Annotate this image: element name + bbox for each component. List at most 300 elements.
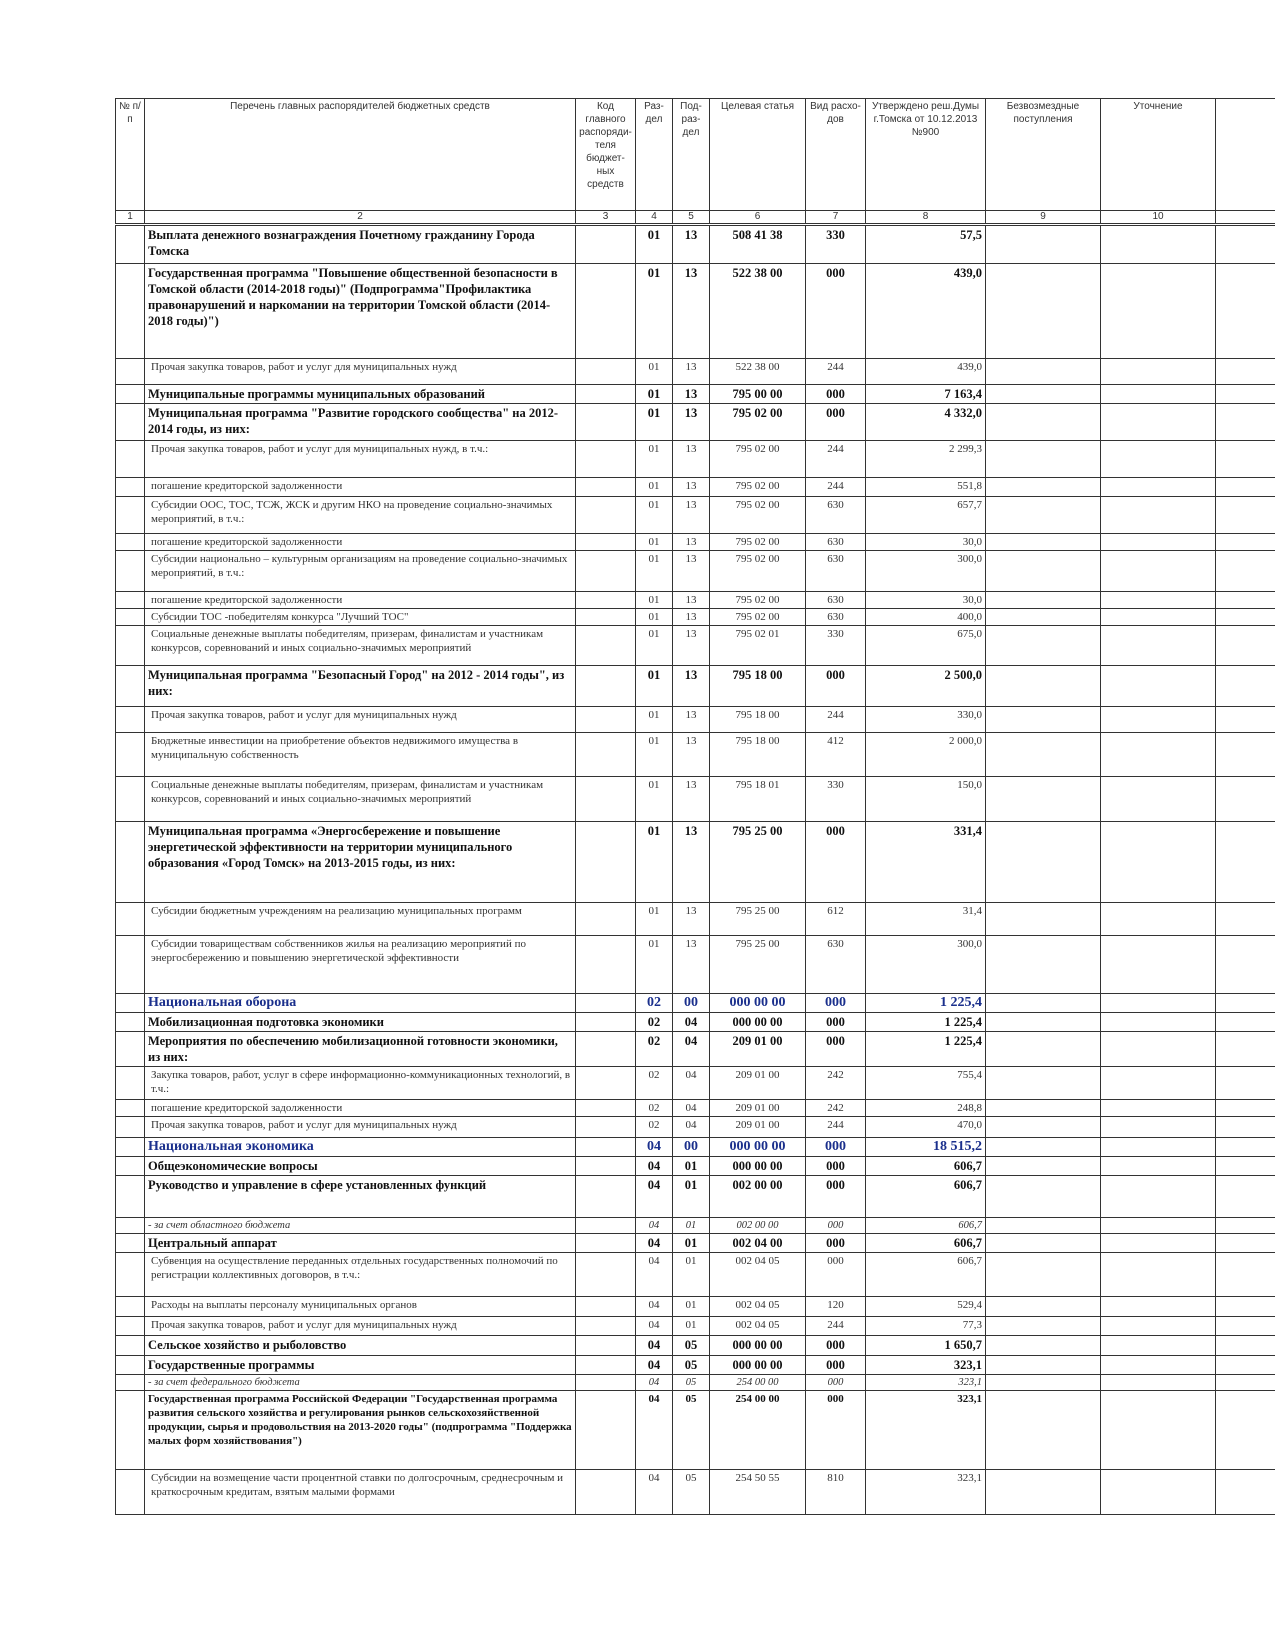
row-target-article: 795 18 00 <box>710 733 806 777</box>
row-approved-amount: 606,7 <box>866 1157 986 1176</box>
row-free-receipts <box>986 264 1101 359</box>
row-refinement <box>1101 609 1216 626</box>
row-extra <box>1216 1100 1275 1117</box>
row-subsection: 13 <box>673 404 710 441</box>
row-free-receipts <box>986 551 1101 592</box>
column-number: 3 <box>576 211 636 225</box>
table-row <box>116 1067 1275 1100</box>
row-manager-code <box>576 777 636 822</box>
row-extra <box>1216 404 1275 441</box>
table-row <box>116 1336 1275 1356</box>
row-refinement <box>1101 592 1216 609</box>
row-number-cell <box>116 626 145 666</box>
table-row <box>116 1013 1275 1032</box>
row-extra <box>1216 551 1275 592</box>
row-section: 01 <box>636 822 673 903</box>
row-subsection: 13 <box>673 385 710 404</box>
row-extra <box>1216 225 1275 264</box>
row-target-article: 795 00 00 <box>710 385 806 404</box>
row-approved-amount: 1 225,4 <box>866 1032 986 1067</box>
row-extra <box>1216 903 1275 936</box>
row-subsection: 01 <box>673 1317 710 1336</box>
row-section: 01 <box>636 777 673 822</box>
row-expense-type: 000 <box>806 385 866 404</box>
row-expense-type: 244 <box>806 478 866 497</box>
row-extra <box>1216 534 1275 551</box>
row-free-receipts <box>986 1391 1101 1470</box>
row-manager-code <box>576 534 636 551</box>
row-free-receipts <box>986 733 1101 777</box>
table-row <box>116 1176 1275 1218</box>
row-manager-code <box>576 1470 636 1515</box>
row-section: 04 <box>636 1356 673 1375</box>
row-manager-code <box>576 1100 636 1117</box>
header-subsection: Под-раз-дел <box>673 99 710 211</box>
row-refinement <box>1101 994 1216 1013</box>
table-body <box>116 225 1275 1515</box>
row-subsection: 04 <box>673 1067 710 1100</box>
row-target-article: 254 00 00 <box>710 1391 806 1470</box>
row-number-cell <box>116 1234 145 1253</box>
row-target-article: 209 01 00 <box>710 1032 806 1067</box>
row-number-cell <box>116 994 145 1013</box>
header-expense-type: Вид расхо-дов <box>806 99 866 211</box>
column-number: 2 <box>145 211 576 225</box>
row-subsection: 01 <box>673 1176 710 1218</box>
row-free-receipts <box>986 707 1101 733</box>
row-free-receipts <box>986 359 1101 385</box>
row-section: 01 <box>636 666 673 707</box>
row-free-receipts <box>986 1253 1101 1297</box>
table-row <box>116 478 1275 497</box>
row-section: 01 <box>636 359 673 385</box>
row-free-receipts <box>986 592 1101 609</box>
table-row <box>116 1157 1275 1176</box>
row-number-cell <box>116 1218 145 1234</box>
row-free-receipts <box>986 1067 1101 1100</box>
row-target-article: 002 00 00 <box>710 1176 806 1218</box>
row-free-receipts <box>986 666 1101 707</box>
row-extra <box>1216 1117 1275 1138</box>
row-section: 01 <box>636 225 673 264</box>
row-approved-amount: 7 163,4 <box>866 385 986 404</box>
row-section: 01 <box>636 626 673 666</box>
row-extra <box>1216 1176 1275 1218</box>
row-subsection: 13 <box>673 733 710 777</box>
row-extra <box>1216 733 1275 777</box>
row-name: Социальные денежные выплаты победителям, призерам, финалистам и участникам конкурсов, соревнований и иных социально-значимых мероприятий <box>145 777 576 822</box>
table-row <box>116 534 1275 551</box>
row-approved-amount: 657,7 <box>866 497 986 534</box>
row-manager-code <box>576 1157 636 1176</box>
row-free-receipts <box>986 1157 1101 1176</box>
row-manager-code <box>576 1297 636 1317</box>
row-approved-amount: 606,7 <box>866 1234 986 1253</box>
row-manager-code <box>576 592 636 609</box>
row-name: Национальная оборона <box>145 994 576 1013</box>
row-refinement <box>1101 733 1216 777</box>
row-expense-type: 330 <box>806 626 866 666</box>
row-number-cell <box>116 822 145 903</box>
row-approved-amount: 323,1 <box>866 1470 986 1515</box>
budget-sheet <box>115 98 1275 1650</box>
row-name: погашение кредиторской задолженности <box>145 478 576 497</box>
row-subsection: 13 <box>673 666 710 707</box>
row-free-receipts <box>986 1138 1101 1157</box>
row-name: Закупка товаров, работ, услуг в сфере информационно-коммуникационных технологий, в т.ч.: <box>145 1067 576 1100</box>
row-refinement <box>1101 497 1216 534</box>
table-row <box>116 903 1275 936</box>
row-section: 01 <box>636 264 673 359</box>
row-subsection: 13 <box>673 264 710 359</box>
row-expense-type: 000 <box>806 264 866 359</box>
row-target-article: 795 02 00 <box>710 497 806 534</box>
row-name: Государственная программа Российской Федерации "Государственная программа развития сельского хозяйства и регулирования рынков сельскохозяйственной продукции, сырья и продовольствия на 2013-2020 годы" (подпрограмма "Поддержка малых форм хозяйствования") <box>145 1391 576 1470</box>
row-extra <box>1216 1067 1275 1100</box>
row-subsection: 13 <box>673 551 710 592</box>
row-target-article: 209 01 00 <box>710 1117 806 1138</box>
row-manager-code <box>576 225 636 264</box>
row-refinement <box>1101 1032 1216 1067</box>
column-number: 10 <box>1101 211 1216 225</box>
row-target-article: 000 00 00 <box>710 994 806 1013</box>
row-free-receipts <box>986 404 1101 441</box>
row-expense-type: 630 <box>806 936 866 994</box>
row-manager-code <box>576 1317 636 1336</box>
row-name: - за счет областного бюджета <box>145 1218 576 1234</box>
row-manager-code <box>576 1176 636 1218</box>
row-section: 04 <box>636 1470 673 1515</box>
table-row <box>116 1234 1275 1253</box>
row-name: Социальные денежные выплаты победителям, призерам, финалистам и участникам конкурсов, соревнований и иных социально-значимых мероприятий <box>145 626 576 666</box>
row-section: 04 <box>636 1157 673 1176</box>
row-extra <box>1216 1297 1275 1317</box>
row-extra <box>1216 1356 1275 1375</box>
row-name: Центральный аппарат <box>145 1234 576 1253</box>
row-subsection: 04 <box>673 1117 710 1138</box>
row-expense-type: 000 <box>806 1391 866 1470</box>
row-section: 01 <box>636 936 673 994</box>
row-free-receipts <box>986 1176 1101 1218</box>
table-row <box>116 936 1275 994</box>
row-manager-code <box>576 707 636 733</box>
row-manager-code <box>576 1234 636 1253</box>
header-budget-managers: Перечень главных распорядителей бюджетных средств <box>145 99 576 211</box>
row-subsection: 13 <box>673 626 710 666</box>
row-free-receipts <box>986 1100 1101 1117</box>
row-extra <box>1216 609 1275 626</box>
row-approved-amount: 323,1 <box>866 1375 986 1391</box>
row-number-cell <box>116 592 145 609</box>
row-expense-type: 000 <box>806 994 866 1013</box>
row-name: Государственные программы <box>145 1356 576 1375</box>
row-subsection: 13 <box>673 359 710 385</box>
row-name: Бюджетные инвестиции на приобретение объектов недвижимого имущества в муниципальную собственность <box>145 733 576 777</box>
row-expense-type: 244 <box>806 359 866 385</box>
row-number-cell <box>116 1013 145 1032</box>
row-refinement <box>1101 1100 1216 1117</box>
row-free-receipts <box>986 534 1101 551</box>
table-row <box>116 264 1275 359</box>
table-row <box>116 1391 1275 1470</box>
row-extra <box>1216 385 1275 404</box>
row-extra <box>1216 1032 1275 1067</box>
row-extra <box>1216 359 1275 385</box>
row-manager-code <box>576 385 636 404</box>
row-subsection: 01 <box>673 1234 710 1253</box>
row-number-cell <box>116 385 145 404</box>
row-target-article: 254 00 00 <box>710 1375 806 1391</box>
row-target-article: 002 00 00 <box>710 1218 806 1234</box>
table-row <box>116 1100 1275 1117</box>
row-section: 02 <box>636 994 673 1013</box>
row-manager-code <box>576 478 636 497</box>
header-target-article: Целевая статья <box>710 99 806 211</box>
row-free-receipts <box>986 497 1101 534</box>
row-name: Муниципальная программа "Безопасный Город" на 2012 - 2014 годы", из них: <box>145 666 576 707</box>
row-refinement <box>1101 1138 1216 1157</box>
column-number: 1 <box>116 211 145 225</box>
row-refinement <box>1101 903 1216 936</box>
row-refinement <box>1101 1176 1216 1218</box>
row-number-cell <box>116 1297 145 1317</box>
row-section: 01 <box>636 497 673 534</box>
row-subsection: 01 <box>673 1297 710 1317</box>
table-row <box>116 609 1275 626</box>
row-extra <box>1216 1218 1275 1234</box>
row-manager-code <box>576 609 636 626</box>
row-target-article: 522 38 00 <box>710 264 806 359</box>
row-target-article: 795 02 00 <box>710 592 806 609</box>
row-free-receipts <box>986 609 1101 626</box>
column-number: 8 <box>866 211 986 225</box>
row-number-cell <box>116 1317 145 1336</box>
row-subsection: 04 <box>673 1100 710 1117</box>
row-expense-type: 000 <box>806 1138 866 1157</box>
row-approved-amount: 150,0 <box>866 777 986 822</box>
header-approved: Утверждено реш.Думы г.Томска от 10.12.2013 №900 <box>866 99 986 211</box>
row-extra <box>1216 1391 1275 1470</box>
header-refinement: Уточнение <box>1101 99 1216 211</box>
row-refinement <box>1101 534 1216 551</box>
row-expense-type: 000 <box>806 1253 866 1297</box>
header-extra <box>1216 99 1275 211</box>
row-manager-code <box>576 822 636 903</box>
row-extra <box>1216 822 1275 903</box>
row-target-article: 795 25 00 <box>710 936 806 994</box>
row-approved-amount: 2 000,0 <box>866 733 986 777</box>
row-target-article: 795 02 00 <box>710 534 806 551</box>
row-section: 01 <box>636 903 673 936</box>
row-name: Субвенция на осуществление переданных отдельных государственных полномочий по регистрации коллективных договоров, в т.ч.: <box>145 1253 576 1297</box>
row-target-article: 795 02 00 <box>710 609 806 626</box>
table-row <box>116 551 1275 592</box>
row-free-receipts <box>986 225 1101 264</box>
row-approved-amount: 606,7 <box>866 1253 986 1297</box>
column-number-extra <box>1216 211 1275 225</box>
row-target-article: 795 18 00 <box>710 707 806 733</box>
row-extra <box>1216 1234 1275 1253</box>
row-free-receipts <box>986 1032 1101 1067</box>
row-section: 01 <box>636 707 673 733</box>
row-refinement <box>1101 1375 1216 1391</box>
row-extra <box>1216 441 1275 478</box>
row-refinement <box>1101 404 1216 441</box>
row-name: Расходы на выплаты персоналу муниципальных органов <box>145 1297 576 1317</box>
row-subsection: 05 <box>673 1375 710 1391</box>
row-expense-type: 630 <box>806 592 866 609</box>
row-name: Государственная программа "Повышение общественной безопасности в Томской области (2014-2018 годы)" (Подпрограмма"Профилактика правонарушений и наркомании на территории Томской области (2014-2018 годы)") <box>145 264 576 359</box>
row-extra <box>1216 626 1275 666</box>
row-subsection: 05 <box>673 1336 710 1356</box>
row-name: Субсидии на возмещение части процентной ставки по долгосрочным, среднесрочным и краткосрочным кредитам, взятым малыми формами <box>145 1470 576 1515</box>
row-subsection: 13 <box>673 936 710 994</box>
row-manager-code <box>576 936 636 994</box>
row-expense-type: 000 <box>806 1032 866 1067</box>
row-expense-type: 000 <box>806 822 866 903</box>
row-section: 04 <box>636 1138 673 1157</box>
row-expense-type: 000 <box>806 1157 866 1176</box>
row-approved-amount: 529,4 <box>866 1297 986 1317</box>
row-expense-type: 244 <box>806 1317 866 1336</box>
table-row <box>116 1218 1275 1234</box>
row-refinement <box>1101 707 1216 733</box>
row-manager-code <box>576 551 636 592</box>
row-section: 04 <box>636 1317 673 1336</box>
row-free-receipts <box>986 903 1101 936</box>
row-refinement <box>1101 1297 1216 1317</box>
row-manager-code <box>576 626 636 666</box>
row-refinement <box>1101 359 1216 385</box>
row-target-article: 795 02 00 <box>710 404 806 441</box>
row-expense-type: 000 <box>806 666 866 707</box>
row-section: 02 <box>636 1100 673 1117</box>
row-number-cell <box>116 1176 145 1218</box>
row-section: 01 <box>636 404 673 441</box>
row-extra <box>1216 936 1275 994</box>
row-subsection: 05 <box>673 1356 710 1375</box>
table-row <box>116 994 1275 1013</box>
row-extra <box>1216 1317 1275 1336</box>
row-approved-amount: 755,4 <box>866 1067 986 1100</box>
table-row <box>116 1317 1275 1336</box>
row-subsection: 01 <box>673 1218 710 1234</box>
row-number-cell <box>116 1391 145 1470</box>
table-row <box>116 359 1275 385</box>
row-approved-amount: 31,4 <box>866 903 986 936</box>
column-number: 4 <box>636 211 673 225</box>
row-extra <box>1216 1336 1275 1356</box>
row-expense-type: 000 <box>806 1356 866 1375</box>
row-extra <box>1216 707 1275 733</box>
row-number-cell <box>116 497 145 534</box>
row-approved-amount: 439,0 <box>866 359 986 385</box>
row-target-article: 795 18 00 <box>710 666 806 707</box>
row-subsection: 01 <box>673 1253 710 1297</box>
row-expense-type: 000 <box>806 1218 866 1234</box>
table-row <box>116 666 1275 707</box>
row-section: 02 <box>636 1067 673 1100</box>
row-subsection: 13 <box>673 822 710 903</box>
row-subsection: 04 <box>673 1013 710 1032</box>
row-manager-code <box>576 497 636 534</box>
row-name: погашение кредиторской задолженности <box>145 592 576 609</box>
row-target-article: 000 00 00 <box>710 1157 806 1176</box>
row-number-cell <box>116 609 145 626</box>
row-manager-code <box>576 264 636 359</box>
row-extra <box>1216 478 1275 497</box>
row-expense-type: 330 <box>806 225 866 264</box>
row-manager-code <box>576 994 636 1013</box>
header-number: № п/п <box>116 99 145 211</box>
table-row <box>116 822 1275 903</box>
row-target-article: 795 02 01 <box>710 626 806 666</box>
row-refinement <box>1101 1218 1216 1234</box>
row-section: 01 <box>636 592 673 609</box>
row-name: Мобилизационная подготовка экономики <box>145 1013 576 1032</box>
row-number-cell <box>116 1100 145 1117</box>
row-number-cell <box>116 1336 145 1356</box>
row-target-article: 002 04 05 <box>710 1317 806 1336</box>
row-target-article: 002 04 05 <box>710 1297 806 1317</box>
row-section: 04 <box>636 1336 673 1356</box>
row-approved-amount: 2 500,0 <box>866 666 986 707</box>
row-section: 04 <box>636 1391 673 1470</box>
row-free-receipts <box>986 1470 1101 1515</box>
row-section: 01 <box>636 385 673 404</box>
row-section: 04 <box>636 1297 673 1317</box>
row-subsection: 13 <box>673 497 710 534</box>
header-manager-code: Код главного распоряди-теля бюджет-ных средств <box>576 99 636 211</box>
row-extra <box>1216 1138 1275 1157</box>
row-extra <box>1216 592 1275 609</box>
row-name: Муниципальная программа «Энергосбережение и повышение энергетической эффективности на территории муниципального образования «Город Томск» на 2013-2015 годы, из них: <box>145 822 576 903</box>
row-approved-amount: 2 299,3 <box>866 441 986 478</box>
row-section: 02 <box>636 1032 673 1067</box>
row-section: 04 <box>636 1218 673 1234</box>
row-refinement <box>1101 441 1216 478</box>
row-target-article: 522 38 00 <box>710 359 806 385</box>
row-section: 01 <box>636 478 673 497</box>
row-extra <box>1216 777 1275 822</box>
row-section: 01 <box>636 441 673 478</box>
row-name: Выплата денежного вознаграждения Почетному гражданину Города Томска <box>145 225 576 264</box>
row-target-article: 002 04 00 <box>710 1234 806 1253</box>
table-row <box>116 404 1275 441</box>
row-section: 01 <box>636 551 673 592</box>
row-section: 02 <box>636 1117 673 1138</box>
row-section: 02 <box>636 1013 673 1032</box>
row-refinement <box>1101 1067 1216 1100</box>
row-number-cell <box>116 478 145 497</box>
row-approved-amount: 30,0 <box>866 592 986 609</box>
row-manager-code <box>576 1253 636 1297</box>
row-extra <box>1216 1157 1275 1176</box>
row-subsection: 13 <box>673 534 710 551</box>
row-refinement <box>1101 264 1216 359</box>
row-expense-type: 242 <box>806 1067 866 1100</box>
row-number-cell <box>116 777 145 822</box>
row-section: 04 <box>636 1375 673 1391</box>
row-extra <box>1216 1013 1275 1032</box>
row-subsection: 13 <box>673 441 710 478</box>
row-name: - за счет федерального бюджета <box>145 1375 576 1391</box>
budget-table <box>115 98 1275 1515</box>
row-name: Прочая закупка товаров, работ и услуг для муниципальных нужд <box>145 1317 576 1336</box>
row-expense-type: 630 <box>806 551 866 592</box>
table-row <box>116 1117 1275 1138</box>
row-name: Национальная экономика <box>145 1138 576 1157</box>
